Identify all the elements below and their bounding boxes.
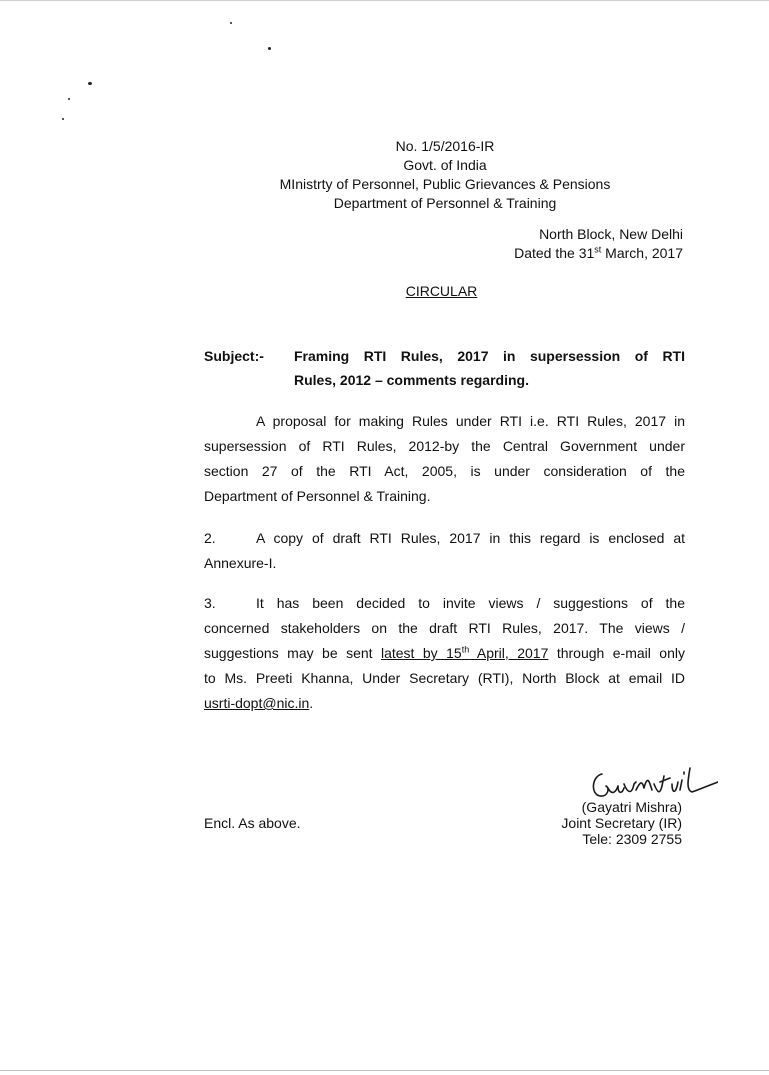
- signatory-designation: Joint Secretary (IR): [561, 815, 682, 831]
- department-name: Department of Personnel & Training: [333, 195, 557, 211]
- subject-label: Subject:-: [204, 348, 264, 364]
- paragraph-2: 2. A copy of draft RTI Rules, 2017 in this regard is enclosed at Annexure-I.: [204, 530, 685, 571]
- enclosure-note: Encl. As above.: [204, 815, 301, 831]
- paragraph-3: 3. It has been decided to invite views / suggestions of the concerned stakeholders on the draft RTI Rules, 2017. The views / suggestions may be sent latest by 15th April, 2017 through e-mail only to Ms. Preeti Khanna, Under Secretary (RTI), North Block at email ID usrti-dopt@nic.in.: [204, 595, 685, 711]
- circular-title: CIRCULAR: [405, 283, 478, 299]
- scan-speck: [68, 98, 70, 100]
- date: Dated the 31st March, 2017: [514, 244, 683, 261]
- subject: [204, 344, 685, 392]
- subject-text-line: Rules, 2012 – comments regarding.: [294, 372, 529, 388]
- signatory-telephone: Tele: 2309 2755: [582, 831, 682, 847]
- scan-speck: [88, 82, 92, 85]
- file-number: No. 1/5/2016-IR: [395, 138, 495, 154]
- deadline: latest by 15th April, 2017: [380, 644, 549, 661]
- signature-block: [540, 799, 682, 847]
- scan-speck: [268, 47, 271, 50]
- scan-speck: [230, 22, 232, 24]
- subject-text-line: Framing RTI Rules, 2017 in supersession of RTI: [294, 348, 685, 364]
- scan-top-edge: [0, 0, 769, 1]
- scan-speck: [62, 118, 64, 120]
- place-and-date: [514, 225, 683, 263]
- signatory-name: (Gayatri Mishra): [581, 799, 682, 815]
- scan-bottom-edge: [0, 1070, 769, 1071]
- paragraph-1: A proposal for making Rules under RTI i.e. RTI Rules, 2017 in supersession of RTI Rules, 2012-by the Central Government under section 27 of the RTI Act, 2005, is under consideration of the Department of Personnel & Training.: [204, 413, 685, 504]
- government-name: Govt. of India: [403, 157, 487, 173]
- letter-header: [245, 137, 645, 213]
- place: North Block, New Delhi: [539, 226, 683, 242]
- ministry-name: MInistrty of Personnel, Public Grievances & Pensions: [279, 176, 611, 192]
- email-link[interactable]: usrti-dopt@nic.in: [204, 695, 310, 711]
